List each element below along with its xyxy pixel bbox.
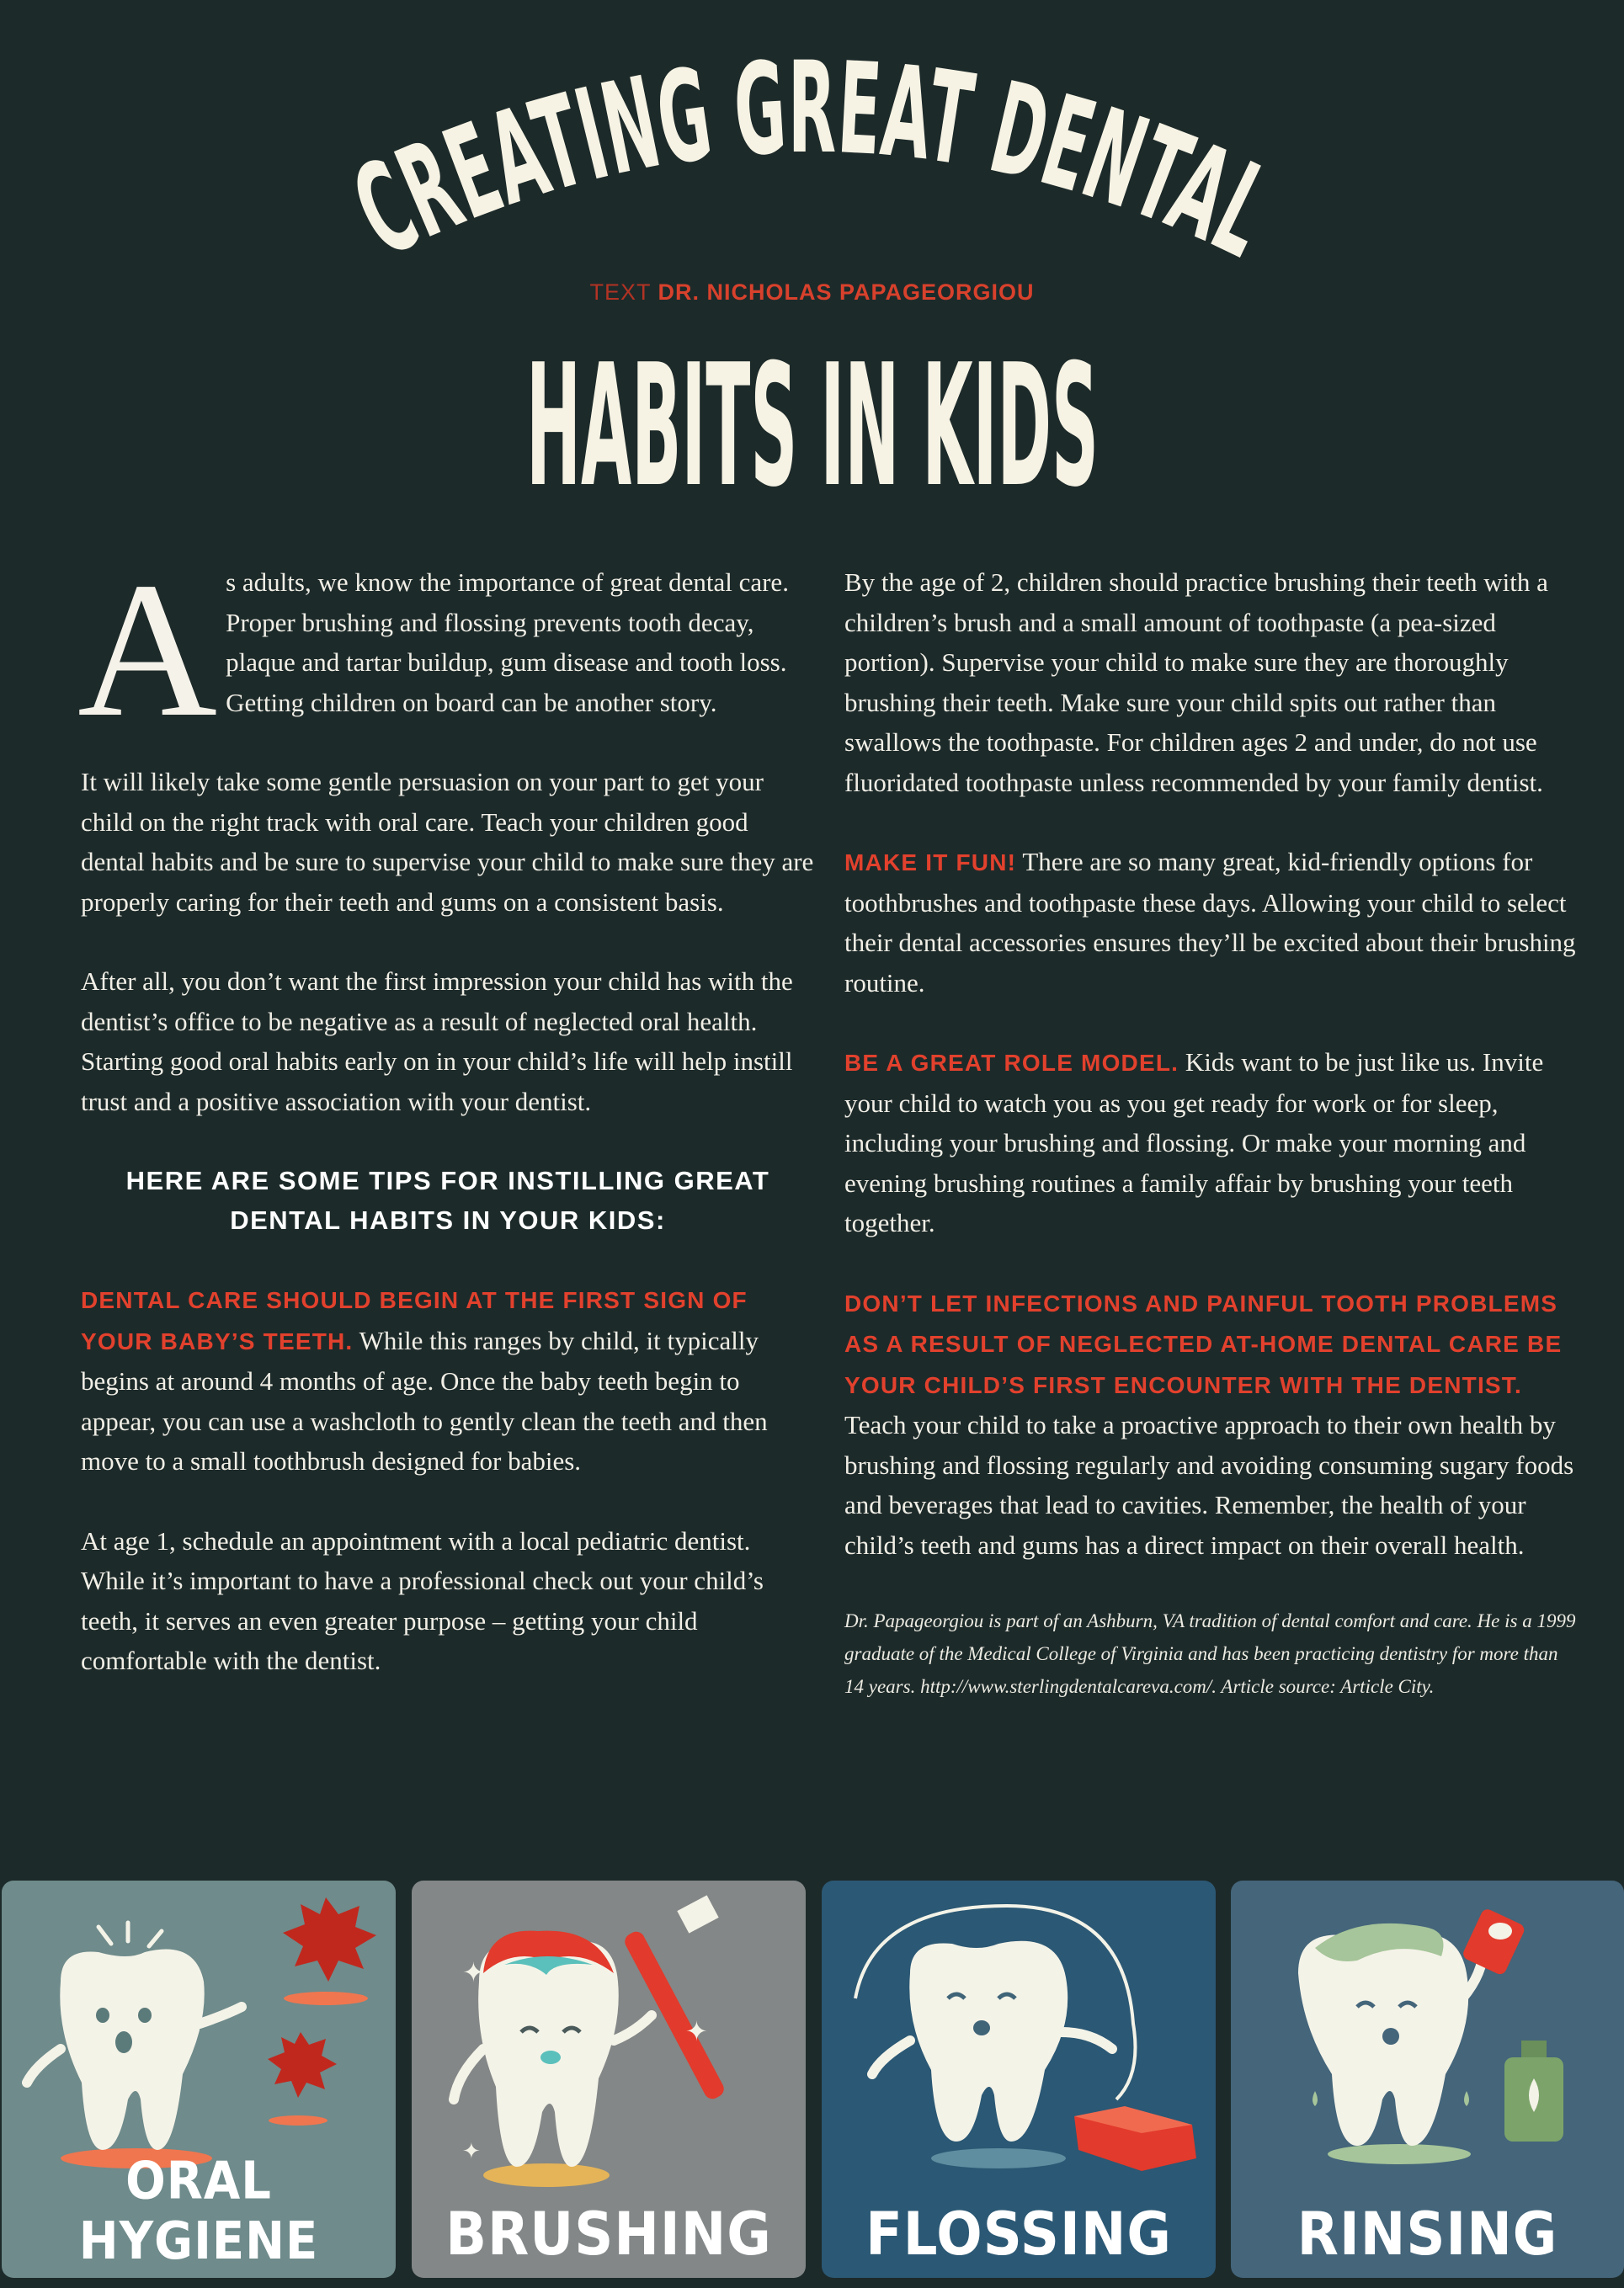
persuasion-paragraph: It will likely take some gentle persuasion on your part to get your child on the right track with oral care. Teach your children good dental habits and be sure to supervise your child to make sure they are properly caring for their teeth and gums on a consistent basis. <box>81 767 814 917</box>
title-graphic <box>0 0 1624 539</box>
tooth-icon <box>27 1923 242 2150</box>
tooth-shadow-icon <box>1328 2144 1471 2164</box>
tip-role-model-lead: BE A GREAT ROLE MODEL. <box>844 1050 1179 1076</box>
floss-box-icon <box>1074 2106 1196 2171</box>
drop-cap: A <box>77 542 218 757</box>
panel-flossing <box>822 1881 1216 2278</box>
tip-role-model-text: Kids want to be just like us. Invite your child to watch you as you get ready for work or for sleep, including your brushing and flossing. Or make your morning and evening brushing routines a family affair by brushing your teeth together. <box>844 1047 1544 1237</box>
title-line-1: CREATING GREAT DENTAL <box>333 32 1328 304</box>
tooth-shadow-icon <box>931 2148 1066 2168</box>
tip-make-it-fun-text: There are so many great, kid-friendly options for toothbrushes and toothpaste these days. Allowing your child to select their dental accessories ensures they’ll be excited about their brushing routine. <box>844 847 1576 998</box>
title-line-2: HABITS IN KIDS <box>526 328 1099 524</box>
panel-label-rinsing: RINSING <box>1297 2200 1558 2269</box>
sparkle-icon: ✦ <box>462 1956 485 1988</box>
illustration-panels <box>0 1881 1624 2288</box>
age-two-paragraph: By the age of 2, children should practice brushing their teeth with a children’s brush and a small amount of toothpaste (a pea-sized portion). Supervise your child to make sure they are thoroughly brushing their teeth. Make sure your child spits out rather than swallows the toothpaste. For children ages 2 and under, do not use fluoridated toothpaste unless recommended by your family dentist. <box>844 567 1548 797</box>
panel-label-flossing: FLOSSING <box>865 2200 1172 2269</box>
first-impression-paragraph: After all, you don’t want the first impression your child has with the dentist’s office to be negative as a result of neglected oral health. Starting good oral habits early on in your child’s life will help instill trust and a positive association with your dentist. <box>81 966 793 1116</box>
intro-text: s adults, we know the importance of great dental care. Proper brushing and flossing prevents tooth decay, plaque and tartar buildup, gum disease and tooth loss. Getting children on board can be another story. <box>226 567 789 717</box>
tip-make-it-fun-lead: MAKE IT FUN! <box>844 849 1017 875</box>
age-one-paragraph: At age 1, schedule an appointment with a local pediatric dentist. While it’s important to have a professional check out your child’s teeth, it serves an even greater purpose – getting your child comfortable with the dentist. <box>81 1525 764 1675</box>
byline <box>0 279 1624 306</box>
mouthwash-bottle-icon <box>1504 2041 1563 2142</box>
tip-first-teeth-lead: DENTAL CARE SHOULD BEGIN AT THE FIRST SIGN OF YOUR BABY’S TEETH. <box>81 1287 748 1354</box>
tip-infections-lead: DON’T LET INFECTIONS AND PAINFUL TOOTH PROBLEMS AS A RESULT OF NEGLECTED AT-HOME DENTAL CARE BE YOUR CHILD’S FIRST ENCOUNTER WITH THE DENTIST. <box>844 1290 1563 1398</box>
panel-label-brushing: BRUSHING <box>445 2200 772 2269</box>
droplet-icon <box>1464 2091 1469 2106</box>
tooth-icon <box>1298 1924 1483 2146</box>
article-title <box>0 0 1624 539</box>
panel-label-oral-hygiene: ORAL HYGIENE <box>78 2151 319 2272</box>
sparkle-icon: ✦ <box>462 2139 481 2164</box>
author-bio: Dr. Papageorgiou is part of an Ashburn, VA tradition of dental comfort and care. He is a 1999 graduate of the Medical College of Virginia and has been practicing dentistry for more than 14 years. http://www.sterlingdentalcareva.com/. Article source: Article City. <box>844 1610 1576 1697</box>
panel-brushing <box>412 1881 806 2278</box>
droplet-icon <box>1313 2091 1318 2106</box>
left-column <box>77 542 815 1721</box>
byline-label: TEXT <box>589 279 651 305</box>
tip-first-teeth <box>81 1280 815 1482</box>
tip-infections <box>844 1283 1579 1566</box>
tooth-icon <box>872 1941 1112 2142</box>
tooth-shadow-icon <box>483 2163 610 2187</box>
tip-role-model <box>844 1042 1579 1243</box>
panel-rinsing <box>1231 1881 1624 2278</box>
intro-paragraph <box>77 542 815 757</box>
byline-author: DR. NICHOLAS PAPAGEORGIOU <box>658 279 1035 305</box>
germ-icon <box>268 1897 376 2126</box>
tip-infections-text: Teach your child to take a proactive approach to their own health by brushing and flossing regularly and avoiding consuming sugary foods and beverages that lead to cavities. Remember, the health of your child’s teeth and gums has a direct impact on their overall health. <box>844 1410 1574 1560</box>
sparkle-icon: ✦ <box>685 2015 708 2047</box>
tip-make-it-fun <box>844 842 1579 1003</box>
right-column <box>844 562 1579 1743</box>
toothbrush-icon <box>622 1895 727 2101</box>
tips-heading: HERE ARE SOME TIPS FOR INSTILLING GREAT DENTAL HABITS IN YOUR KIDS: <box>125 1166 770 1235</box>
cup-icon <box>1462 1908 1526 1977</box>
tip-first-teeth-text: While this ranges by child, it typically begins at around 4 months of age. Once the baby teeth begin to appear, you can use a washcloth to gently clean the teeth and then move to a small toothbrush designed for babies. <box>81 1325 768 1476</box>
panel-oral-hygiene <box>2 1881 396 2278</box>
